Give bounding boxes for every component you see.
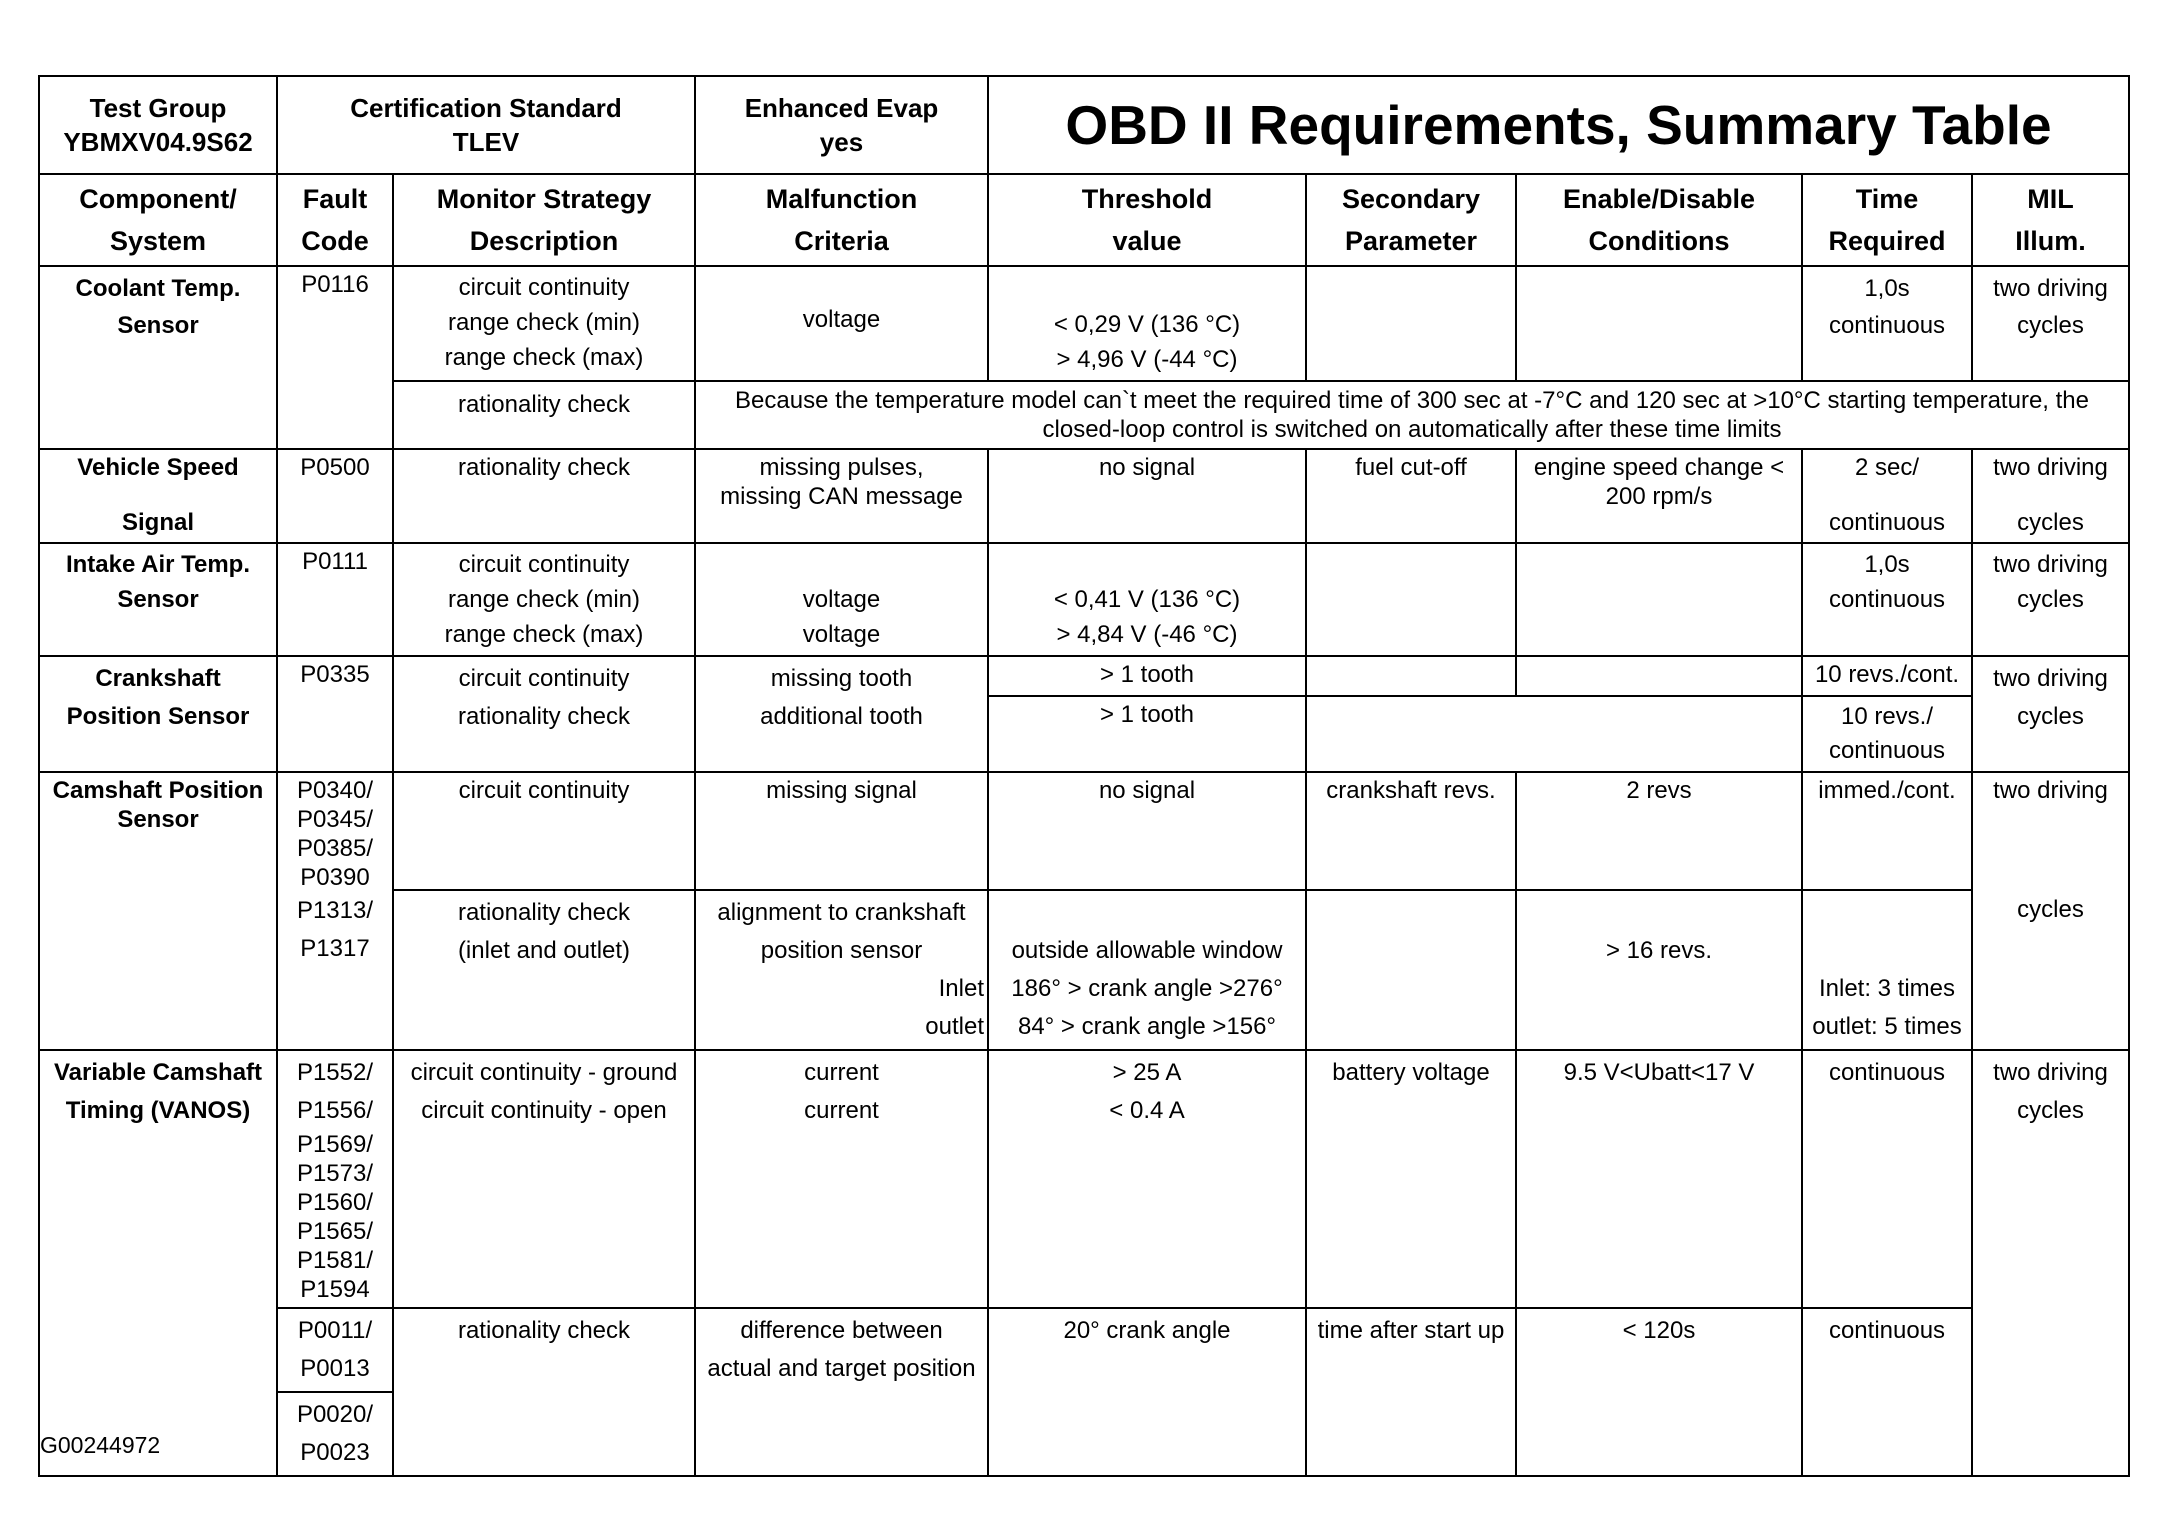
enable-conditions: engine speed change < 200 rpm/s: [1516, 449, 1802, 543]
malfunction-criteria: alignment to crankshaft position sensor Inlet outlet: [695, 890, 988, 1050]
fault-code: P0111: [277, 543, 393, 656]
certification-label: Certification Standard: [350, 93, 622, 123]
column-header-enable-disable: Enable/Disable Conditions: [1516, 174, 1802, 266]
secondary-parameter: crankshaft revs.: [1306, 772, 1516, 890]
malfunction-criteria: missing pulses, missing CAN message: [695, 449, 988, 543]
page-title: OBD II Requirements, Summary Table: [988, 76, 2129, 174]
enable-conditions: [1516, 543, 1802, 656]
threshold: < 0,29 V (136 °C) > 4,96 V (-44 °C): [988, 266, 1306, 381]
component-vanos: Variable Camshaft Timing (VANOS): [39, 1050, 277, 1476]
enhanced-evap-value: yes: [819, 127, 864, 157]
table-row: [39, 1050, 2129, 1308]
rationality-note: Because the temperature model can`t meet the required time of 300 sec at -7°C and 120 sec at >10°C starting temperature, the closed-loop control is switched on automatically after these time limits: [695, 381, 2129, 449]
threshold: < 0,41 V (136 °C) > 4,84 V (-46 °C): [988, 543, 1306, 656]
secondary-parameter: battery voltage: [1306, 1050, 1516, 1308]
time-required: continuous: [1802, 1308, 1972, 1476]
time-required: 10 revs./cont.: [1802, 656, 1972, 696]
time-required: Inlet: 3 times outlet: 5 times: [1802, 890, 1972, 1050]
mil-illumination: two driving cycles: [1972, 449, 2129, 543]
figure-id: G00244972: [40, 1432, 161, 1458]
malfunction-criteria: missing signal: [695, 772, 988, 890]
threshold: > 1 tooth: [988, 696, 1306, 772]
obd-summary-table: [38, 75, 2130, 1477]
threshold: > 1 tooth: [988, 656, 1306, 696]
column-header-threshold: Threshold value: [988, 174, 1306, 266]
threshold: no signal: [988, 772, 1306, 890]
enable-conditions: > 16 revs.: [1516, 890, 1802, 1050]
mil-illumination: two driving cycles: [1972, 772, 2129, 1050]
secondary-parameter: time after start up: [1306, 1308, 1516, 1476]
header-row: [39, 76, 2129, 174]
mil-illumination: two driving cycles: [1972, 543, 2129, 656]
fault-code: P0335: [277, 656, 393, 772]
table-row: [39, 543, 2129, 656]
secondary-parameter: [1306, 890, 1516, 1050]
fault-codes: P1552/ P1556/ P1569/ P1573/ P1560/ P1565/ P1581/ P1594: [277, 1050, 393, 1308]
malfunction-criteria: missing tooth additional tooth: [695, 656, 988, 772]
monitor-strategy: circuit continuity: [393, 772, 695, 890]
monitor-strategy: rationality check (inlet and outlet): [393, 890, 695, 1050]
time-required: continuous: [1802, 1050, 1972, 1308]
malfunction-criteria: current current: [695, 1050, 988, 1308]
monitor-strategy: rationality check: [393, 449, 695, 543]
column-header-malfunction-criteria: Malfunction Criteria: [695, 174, 988, 266]
component-intake-air-temp: Intake Air Temp. Sensor: [39, 543, 277, 656]
column-header-monitor-strategy: Monitor Strategy Description: [393, 174, 695, 266]
enable-conditions: [1516, 656, 1802, 696]
table-row: [39, 1308, 2129, 1392]
secondary-parameter: [1306, 656, 1516, 696]
enable-conditions: [1516, 266, 1802, 381]
fault-code: P0116: [277, 266, 393, 449]
monitor-strategy: rationality check: [393, 381, 695, 449]
monitor-strategy: circuit continuity rationality check: [393, 656, 695, 772]
table-row: [39, 656, 2129, 696]
column-header-row: [39, 174, 2129, 266]
time-required: 1,0s continuous: [1802, 543, 1972, 656]
empty-cell: [1306, 696, 1802, 772]
threshold: outside allowable window 186° > crank angle >276° 84° > crank angle >156°: [988, 890, 1306, 1050]
component-coolant: Coolant Temp. Sensor: [39, 266, 277, 449]
time-required: 2 sec/ continuous: [1802, 449, 1972, 543]
time-required: 1,0s continuous: [1802, 266, 1972, 381]
threshold: 20° crank angle: [988, 1308, 1306, 1476]
test-group-cell: [39, 76, 277, 174]
column-header-fault-code: Fault Code: [277, 174, 393, 266]
column-header-component: Component/ System: [39, 174, 277, 266]
test-group-value: YBMXV04.9S62: [63, 127, 253, 157]
monitor-strategy: rationality check: [393, 1308, 695, 1476]
secondary-parameter: [1306, 543, 1516, 656]
time-required: immed./cont.: [1802, 772, 1972, 890]
malfunction-criteria: difference between actual and target position: [695, 1308, 988, 1476]
threshold: > 25 A < 0.4 A: [988, 1050, 1306, 1308]
mil-illumination: two driving cycles: [1972, 656, 2129, 772]
column-header-time-required: Time Required: [1802, 174, 1972, 266]
enable-conditions: < 120s: [1516, 1308, 1802, 1476]
threshold: no signal: [988, 449, 1306, 543]
table-row: [39, 449, 2129, 543]
column-header-secondary: Secondary Parameter: [1306, 174, 1516, 266]
secondary-parameter: [1306, 266, 1516, 381]
time-required: 10 revs./ continuous: [1802, 696, 1972, 772]
mil-illumination: two driving cycles: [1972, 1050, 2129, 1476]
test-group-label: Test Group: [89, 93, 227, 123]
monitor-strategy: circuit continuity range check (min) range check (max): [393, 266, 695, 381]
table-row: [39, 772, 2129, 890]
secondary-parameter: fuel cut-off: [1306, 449, 1516, 543]
monitor-strategy: circuit continuity range check (min) range check (max): [393, 543, 695, 656]
monitor-strategy: circuit continuity - ground circuit continuity - open: [393, 1050, 695, 1308]
malfunction-criteria: voltage voltage: [695, 543, 988, 656]
component-crankshaft: Crankshaft Position Sensor: [39, 656, 277, 772]
component-vehicle-speed: Vehicle Speed Signal: [39, 449, 277, 543]
table-row: [39, 266, 2129, 381]
fault-code: P0500: [277, 449, 393, 543]
mil-illumination: two driving cycles: [1972, 266, 2129, 381]
enhanced-evap-label: Enhanced Evap: [744, 93, 939, 123]
enable-conditions: 9.5 V<Ubatt<17 V: [1516, 1050, 1802, 1308]
certification-cell: [277, 76, 695, 174]
certification-value: TLEV: [452, 127, 520, 157]
fault-codes: P0340/ P0345/ P0385/ P0390 P1313/ P1317: [277, 772, 393, 1050]
fault-codes: P0020/ P0023: [277, 1392, 393, 1476]
enhanced-evap-cell: [695, 76, 988, 174]
column-header-mil: MIL Illum.: [1972, 174, 2129, 266]
malfunction-criteria: voltage: [695, 266, 988, 381]
component-camshaft: Camshaft Position Sensor: [39, 772, 277, 1050]
fault-codes: P0011/ P0013: [277, 1308, 393, 1392]
enable-conditions: 2 revs: [1516, 772, 1802, 890]
